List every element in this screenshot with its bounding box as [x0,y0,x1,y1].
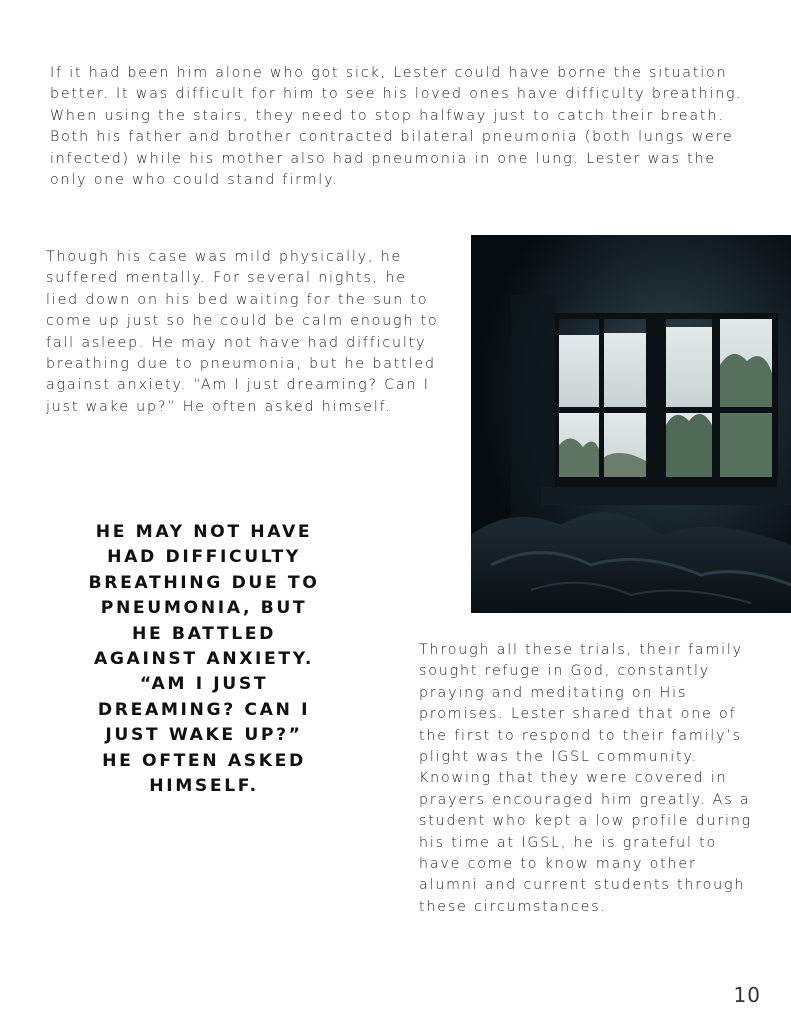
pull-quote: HE MAY NOT HAVE HAD DIFFICULTY BREATHING DUE TO PNEUMONIA, BUT HE BATTLED AGAINST ANXIETY. “AM I JUST DREAMING? CAN I JUST WAKE UP?” HE OFTEN ASKED HIMSELF. [88,522,320,797]
page-number: 10 [733,983,761,1007]
body-paragraph-2: Though his case was mild physically, he suffered mentally. For several nights, he lied down on his bed waiting for the sun to come up just so he could be calm enough to fall asleep. He may not have had difficulty breathing due to pneumonia, but he battled against anxiety. “Am I just dreaming? Can I just wake up?” He often asked himself. [46,249,439,415]
body-paragraph-1: If it had been him alone who got sick, Lester could have borne the situation better. It was difficult for him to see his loved ones have difficulty breathing. When using the stairs, they need to stop halfway just to catch their breath. Both his father and brother contracted bilateral pneumonia (both lungs were infected) while his mother also had pneumonia in one lung. Lester was the only one who could stand firmly. [50,65,743,189]
body-paragraph-3: Through all these trials, their family sought refuge in God, constantly praying and meditating on His promises. Lester shared that one of the first to respond to their family’s plight was the IGSL community. Knowing that they were covered in prayers encouraged him greatly. As a student who kept a low profile during his time at IGSL, he is grateful to have come to know many other alumni and current students through these circumstances. [419,642,753,915]
bedroom-window-photo [471,235,791,613]
